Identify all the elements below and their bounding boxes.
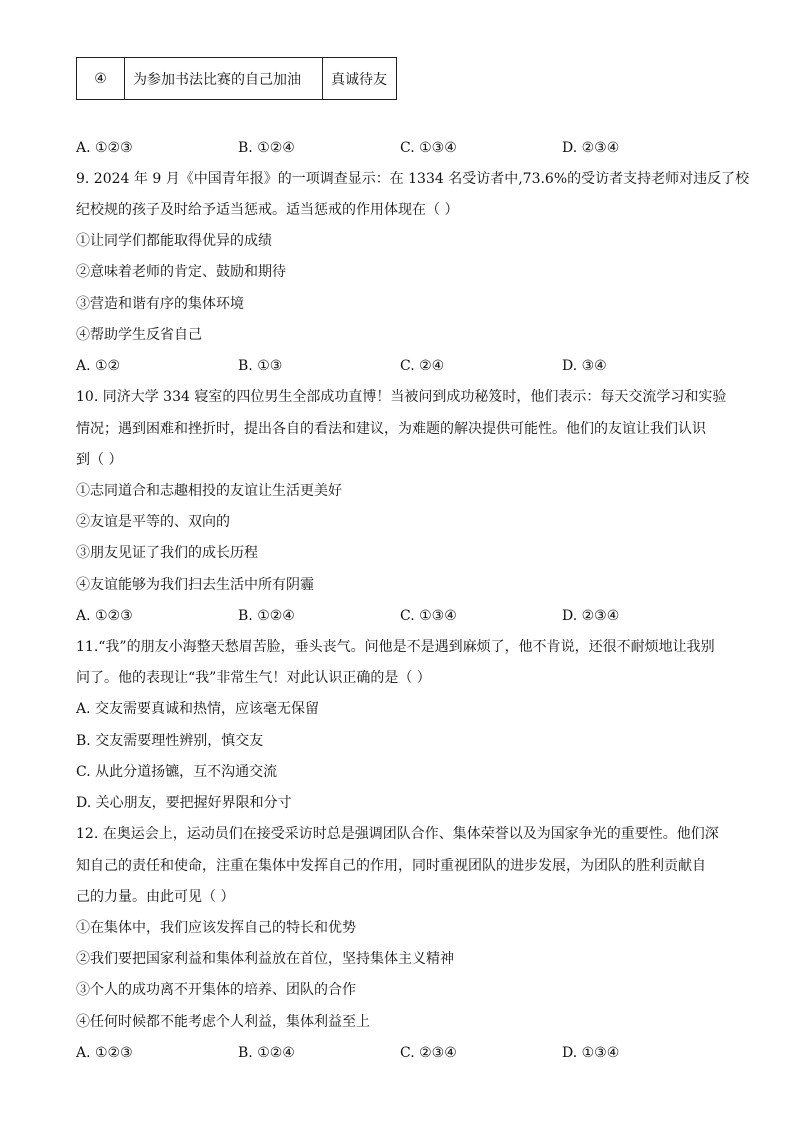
q9-item-2: ②意味着老师的肯定、鼓励和期待 (76, 264, 286, 280)
q12-item-2: ②我们要把国家利益和集体利益放在首位，坚持集体主义精神 (76, 951, 454, 967)
q12-stem-line: 知自己的责任和使命，注重在集体中发挥自己的作用，同时重视团队的进步发展，为团队的胜利贡献自 (76, 858, 706, 874)
q8-option-c[interactable]: C. ①③④ (400, 140, 457, 156)
q10-options (76, 607, 716, 625)
q12-stem-line: 12. 在奥运会上，运动员们在接受采访时总是强调团队合作、集体荣誉以及为国家争光的重要性。他们深 (76, 826, 719, 842)
q11-stem-line: 问了。他的表现让“我”非常生气！对此认识正确的是（ ） (76, 670, 431, 686)
q11-stem-line: 11.“我”的朋友小海整天愁眉苦脸，垂头丧气。问他是不是遇到麻烦了，他不肯说，还很不耐烦地让我别 (76, 639, 715, 655)
q12-item-4: ④任何时候都不能考虑个人利益，集体利益至上 (76, 1014, 370, 1030)
continuation-table (76, 57, 397, 100)
table-cell-content: 为参加书法比赛的自己加油 (125, 58, 323, 100)
q11-choice-a[interactable]: A. 交友需要真诚和热情，应该毫无保留 (76, 701, 320, 717)
q8-options (76, 139, 716, 157)
table-cell-category: 真诚待友 (323, 58, 397, 100)
q10-option-d[interactable]: D. ②③④ (562, 608, 620, 624)
q12-option-d[interactable]: D. ①③④ (562, 1045, 620, 1061)
q10-stem-line: 到（ ） (76, 452, 123, 468)
q10-option-b[interactable]: B. ①②④ (238, 608, 295, 624)
q10-item-1: ①志同道合和志趣相投的友谊让生活更美好 (76, 483, 342, 499)
q12-options (76, 1044, 716, 1062)
q11-choice-d[interactable]: D. 关心朋友，要把握好界限和分寸 (76, 795, 292, 811)
q10-item-4: ④友谊能够为我们扫去生活中所有阴霾 (76, 577, 314, 593)
q9-stem-line: 纪校规的孩子及时给予适当惩戒。适当惩戒的作用体现在（ ） (76, 202, 459, 218)
q9-option-b[interactable]: B. ①③ (238, 358, 283, 374)
q11-choice-c[interactable]: C. 从此分道扬镳，互不沟通交流 (76, 764, 278, 780)
table-row (77, 58, 397, 100)
q9-item-3: ③营造和谐有序的集体环境 (76, 296, 244, 312)
q9-item-1: ①让同学们都能取得优异的成绩 (76, 233, 272, 249)
q12-item-3: ③个人的成功离不开集体的培养、团队的合作 (76, 982, 356, 998)
q12-item-1: ①在集体中，我们应该发挥自己的特长和优势 (76, 920, 356, 936)
q8-option-a[interactable]: A. ①②③ (76, 140, 133, 156)
q9-stem-line: 9. 2024 年 9 月《中国青年报》的一项调查显示：在 1334 名受访者中,73.6%的受访者支持老师对违反了校 (76, 171, 750, 187)
q9-options (76, 357, 716, 375)
q12-option-c[interactable]: C. ②③④ (400, 1045, 457, 1061)
q12-option-a[interactable]: A. ①②③ (76, 1045, 133, 1061)
q9-option-d[interactable]: D. ③④ (562, 358, 607, 374)
q8-option-d[interactable]: D. ②③④ (562, 140, 620, 156)
q10-stem-line: 10. 同济大学 334 寝室的四位男生全部成功直博！当被问到成功秘笈时，他们表示：每天交流学习和实验 (76, 389, 727, 405)
q10-stem-line: 情况；遇到困难和挫折时，提出各自的看法和建议，为难题的解决提供可能性。他们的友谊让我们认识 (76, 421, 706, 437)
q9-option-a[interactable]: A. ①② (76, 358, 121, 374)
q12-option-b[interactable]: B. ①②④ (238, 1045, 295, 1061)
q10-option-c[interactable]: C. ①③④ (400, 608, 457, 624)
q10-option-a[interactable]: A. ①②③ (76, 608, 133, 624)
q10-item-3: ③朋友见证了我们的成长历程 (76, 545, 258, 561)
q12-stem-line: 己的力量。由此可见（ ） (76, 889, 235, 905)
q9-option-c[interactable]: C. ②④ (400, 358, 445, 374)
table-cell-number: ④ (77, 58, 125, 100)
q8-option-b[interactable]: B. ①②④ (238, 140, 295, 156)
q9-item-4: ④帮助学生反省自己 (76, 327, 202, 343)
q10-item-2: ②友谊是平等的、双向的 (76, 514, 230, 530)
q11-choice-b[interactable]: B. 交友需要理性辨别，慎交友 (76, 733, 264, 749)
